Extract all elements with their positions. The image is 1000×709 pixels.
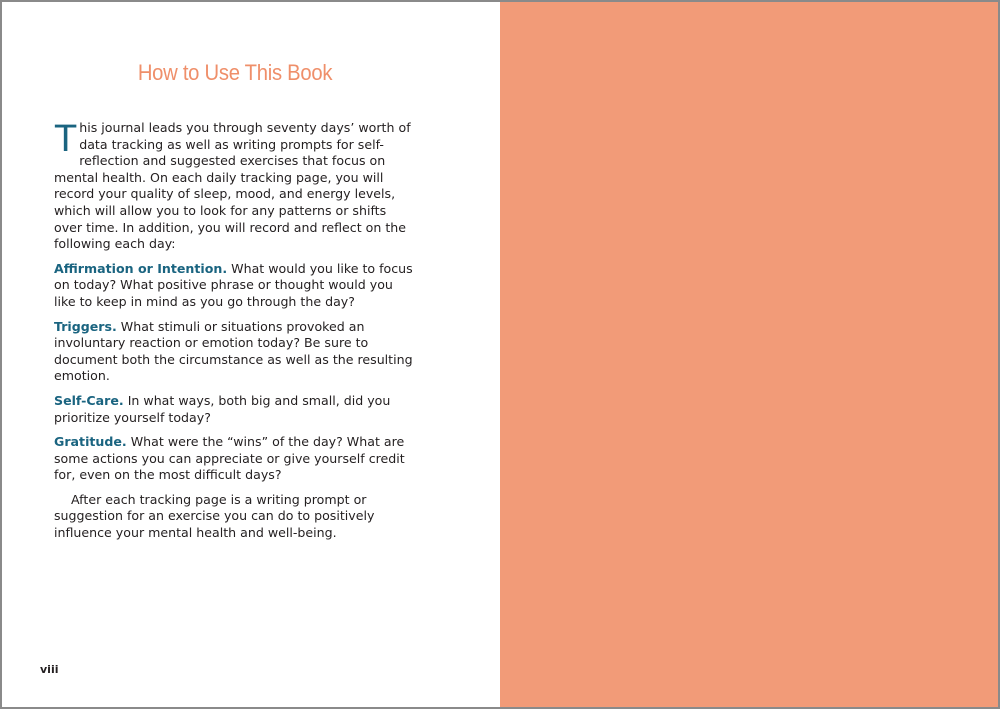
item-self-care [54,393,416,426]
page-number: viii [40,663,59,676]
left-page [2,2,500,707]
intro-paragraph [54,120,416,253]
term-affirmation: Affirmation or Intention. [54,260,228,276]
intro-text: his journal leads you through seventy days’ worth of data tracking as well as writing prompts for self-reflection and suggested exercises that focus on mental health. On each daily tracking page, you will record your quality of sleep, mood, and energy levels, which will allow you to look for any patterns or shifts over time. In addition, you will record and reflect on the following each day: [54,120,411,252]
drop-cap: T [54,118,78,160]
closing-paragraph: After each tracking page is a writing prompt or suggestion for an exercise you can do to positively influence your mental health and well-being. [54,491,375,541]
right-page-color-block [500,2,998,707]
term-self-care: Self-Care. [54,392,124,408]
desc-triggers: What stimuli or situations provoked an involuntary reaction or emotion today? Be sure to document both the circumstance as well as the resulting emotion. [54,318,413,384]
desc-affirmation: What would you like to focus on today? What positive phrase or thought would you like to keep in mind as you go through the day? [54,260,413,309]
item-triggers [54,319,416,385]
term-gratitude: Gratitude. [54,434,127,450]
body-text [54,120,416,550]
page-title: How to Use This Book [137,60,333,85]
term-triggers: Triggers. [54,318,117,334]
desc-gratitude: What were the “wins” of the day? What are some actions you can appreciate or give yourself credit for, even on the most difficult days? [54,434,405,483]
item-gratitude [54,434,416,484]
desc-self-care: In what ways, both big and small, did you prioritize yourself today? [54,392,391,425]
item-affirmation [54,261,416,311]
